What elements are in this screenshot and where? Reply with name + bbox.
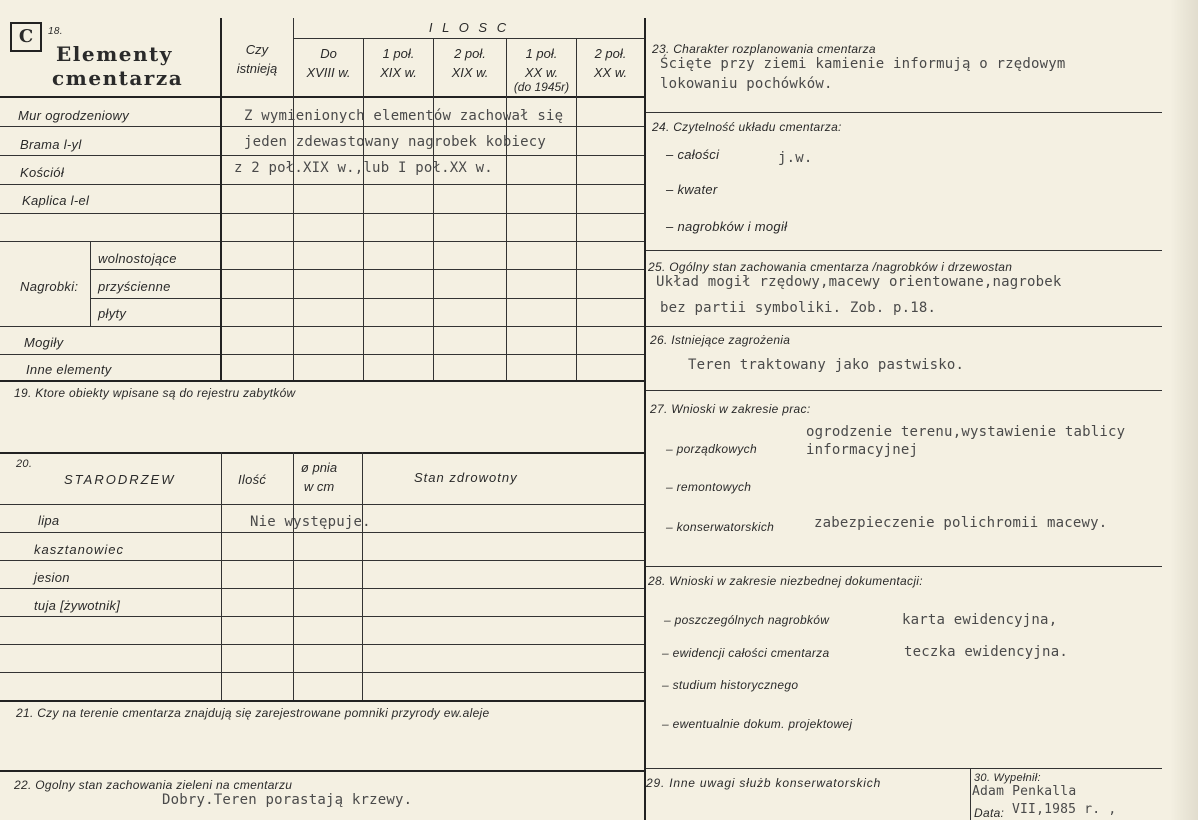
q27-remontowych: – remontowych [666,480,752,494]
q30-label: 30. Wypełnił: [974,772,1041,784]
row-plyty: płyty [98,306,127,321]
col-czy-line2: istnieją [236,61,278,76]
q28-studium: – studium historycznego [662,678,799,692]
rule [646,250,1162,251]
typed-25-line2: bez partii symboliki. Zob. p.18. [660,300,937,316]
typed-26: Teren traktowany jako pastwisko. [688,357,965,373]
rule [970,768,971,820]
q29-label: 29. Inne uwagi służb konserwatorskich [646,776,882,790]
q22-label: 22. Ogolny stan zachowania zieleni na cmentarzu [14,778,293,792]
col-czy-istnieja [222,42,292,76]
q21-label: 21. Czy na terenie cmentarza znajdują się zarejestrowane pomniki przyrody ew.aleje [16,706,490,720]
rule [0,616,646,617]
q30-data-label: Data: [974,806,1005,820]
rule [0,672,646,673]
row-przyscienne: przyścienne [98,279,171,294]
q27-konserwatorskich: – konserwatorskich [666,520,775,534]
q30-name: Adam Penkalla [972,784,1077,799]
col-ilosc: Ilość [238,472,267,487]
q23-label: 23. Charakter rozplanowania cmentarza [652,42,876,56]
rule [0,770,646,772]
tree-jesion: jesion [34,570,70,585]
rule [0,354,646,355]
q20-number: 20. [16,458,33,470]
rule [576,38,577,380]
col-pnia-line2: w cm [303,479,335,494]
ilosc-header: I L O S C [428,20,510,35]
rule [0,380,646,382]
col-1pol-xx [507,46,576,95]
rule [0,560,646,561]
rule [0,126,646,127]
col-2pol-xix [434,46,506,80]
rule [0,96,646,98]
col-line: XVIII w. [306,65,351,80]
tree-lipa: lipa [38,513,60,528]
rule [0,700,646,702]
rule [221,452,222,700]
col-line: (do 1945r) [513,80,570,94]
rule [362,452,363,700]
typed-27-porz-line2: informacyjnej [806,442,919,458]
rule [646,768,1162,769]
col-line: 1 poł. [382,46,415,61]
col-line: XX w. [524,65,559,80]
q19-label: 19. Ktore obiekty wpisane są do rejestru zabytków [14,386,296,400]
q28-poszczegolnych: – poszczególnych nagrobków [664,613,830,627]
typed-27-porz-line1: ogrodzenie terenu,wystawienie tablicy [806,424,1126,440]
col-czy-line1: Czy [245,42,269,57]
rule [646,112,1162,113]
typed-18-line2: jeden zdewastowany nagrobek kobiecy [244,134,547,150]
rule [0,532,646,533]
typed-28-2: teczka ewidencyjna. [904,644,1068,660]
q24-nagrobkow: – nagrobków i mogił [666,219,788,234]
rule [0,326,646,327]
rule [646,326,1162,327]
row-wolnostojace: wolnostojące [98,251,177,266]
rule [0,184,646,185]
section-number: 18. [48,26,63,37]
rule [433,38,434,380]
rule [646,566,1162,567]
rule [0,155,646,156]
rule [293,38,646,39]
tree-kasztanowiec: kasztanowiec [34,542,125,557]
q26-label: 26. Istniejące zagrożenia [650,333,791,347]
row-kosciol: Kościół [20,165,65,180]
rule [90,298,646,299]
tree-tuja: tuja [żywotnik] [34,598,121,613]
col-2pol-xx [577,46,644,80]
col-line: XIX w. [380,65,417,80]
col-pnia [294,460,344,494]
q27-label: 27. Wnioski w zakresie prac: [650,402,811,416]
typed-27-kons: zabezpieczenie polichromii macewy. [814,515,1108,531]
typed-28-1: karta ewidencyjna, [902,612,1058,628]
q25-label: 25. Ogólny stan zachowania cmentarza /nagrobków i drzewostan [648,260,1013,274]
q28-ewidencji: – ewidencji całości cmentarza [662,646,830,660]
col-line: Do [320,46,337,61]
typed-23-line1: Ścięte przy ziemi kamienie informują o rzędowym [660,56,1066,72]
q24-kwater: – kwater [666,182,718,197]
rule [0,452,646,454]
rule [646,390,1162,391]
row-mogily: Mogiły [24,335,64,350]
section-title-line2: cmentarza [52,66,184,90]
q30-date: VII,1985 r. , [1012,802,1117,817]
q24-label: 24. Czytelność układu cmentarza: [652,120,842,134]
rule [90,269,646,270]
rule [0,213,646,214]
col-line: XIX w. [451,65,489,80]
typed-18-line3: z 2 poł.XIX w.,lub I poł.XX w. [234,160,493,176]
row-mur: Mur ogrodzeniowy [18,108,130,123]
rule [0,644,646,645]
q28-ewentualnie: – ewentualnie dokum. projektowej [662,717,853,731]
col-line: 2 poł. [454,46,486,61]
col-stan-zdrowotny: Stan zdrowotny [414,470,518,485]
row-brama: Brama l-yl [20,137,82,152]
row-kaplica: Kaplica l-el [22,193,90,208]
typed-22: Dobry.Teren porastają krzewy. [162,792,413,808]
q24-calosci: – całości [666,147,720,162]
col-line: 1 poł. [525,46,558,61]
col-line: 2 poł. [594,46,627,61]
q20-title: STARODRZEW [64,472,176,487]
q27-porzadkowych: – porządkowych [666,442,757,456]
typed-23-line2: lokowaniu pochówków. [660,76,833,92]
rule [644,18,646,820]
col-1pol-xix [364,46,433,80]
typed-25-line1: Układ mogił rzędowy,macewy orientowane,nagrobek [656,274,1062,290]
row-inne: Inne elementy [26,362,112,377]
rule [0,504,646,505]
col-pnia-line1: ø pnia [300,460,338,475]
section-letter: C [10,22,42,52]
col-do-xviii [294,46,363,80]
rule [0,241,646,242]
q28-label: 28. Wnioski w zakresie niezbednej dokumentacji: [648,574,923,588]
section-title-line1: Elementy [56,42,173,66]
rule [90,241,91,326]
typed-20: Nie występuje. [250,514,371,530]
col-line: XX w. [593,65,628,80]
typed-18-line1: Z wymienionych elementów zachował się [244,108,564,124]
rule [0,588,646,589]
row-nagrobki: Nagrobki: [20,279,79,294]
typed-24: j.w. [778,150,813,166]
rule [363,38,364,380]
